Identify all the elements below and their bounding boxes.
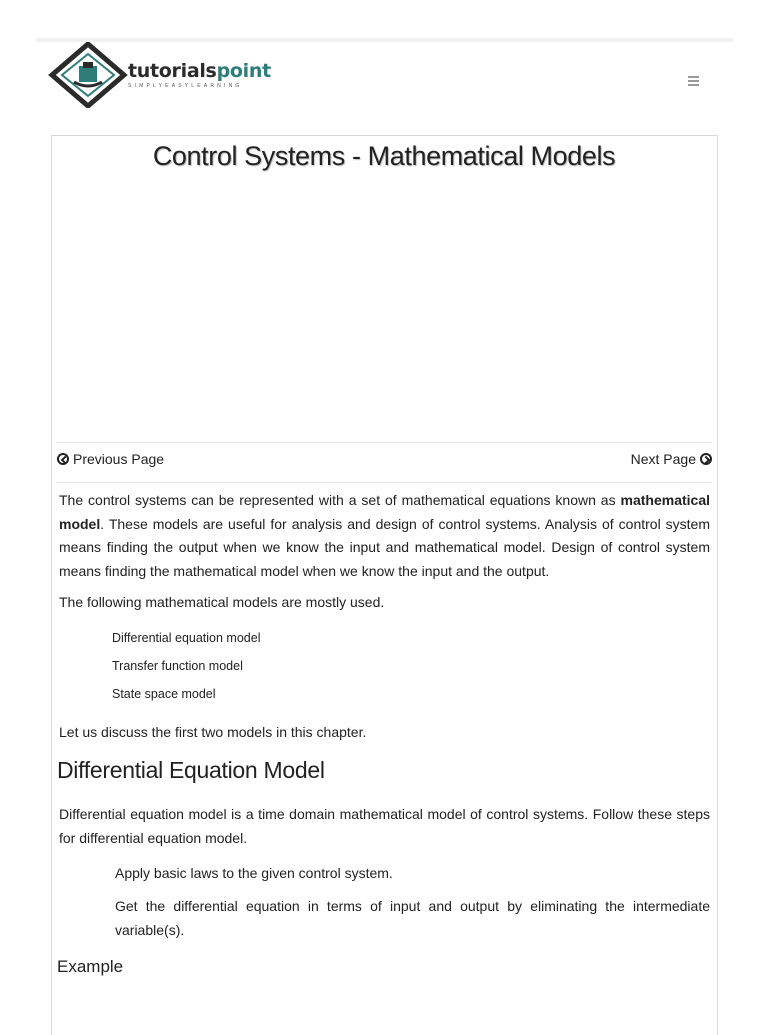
intro-paragraph — [59, 489, 710, 583]
chapter-scope-text: Let us discuss the first two models in this chapter. — [59, 724, 367, 740]
example-heading: Example — [57, 957, 124, 976]
next-page-label: Next Page — [630, 451, 696, 467]
logo-diamond-icon — [48, 42, 128, 108]
previous-page-label: Previous Page — [73, 451, 165, 467]
circle-arrow-left-icon — [57, 453, 69, 465]
differential-description: Differential equation model is a time domain mathematical model of control systems. Follow these steps for differential equation model. — [59, 806, 710, 846]
previous-page-link[interactable] — [57, 451, 164, 467]
logo-wordmark-accent: point — [216, 60, 271, 82]
models-intro-text: The following mathematical models are mostly used. — [59, 594, 385, 610]
next-page-link[interactable] — [631, 451, 712, 467]
list-item: Transfer function model — [112, 659, 243, 673]
circle-arrow-right-icon — [700, 453, 712, 465]
term-mathematical: mathematical — [620, 492, 710, 508]
page-title: Control Systems - Mathematical Models — [152, 141, 616, 171]
site-header — [36, 42, 733, 114]
section-heading-differential: Differential Equation Model — [57, 757, 325, 783]
step-item: Apply basic laws to the given control system. — [115, 865, 393, 881]
list-item: State space model — [112, 687, 216, 701]
hamburger-icon[interactable] — [688, 76, 704, 92]
step-item: Get the differential equation in terms of input and output by eliminating the intermediate variable(s). — [115, 898, 710, 938]
logo-tagline: SIMPLYEASYLEARNING — [128, 83, 243, 89]
list-item: Differential equation model — [112, 631, 261, 645]
logo-wordmark-prefix: tutorials — [128, 60, 217, 82]
site-logo[interactable] — [48, 42, 288, 106]
intro-text-start: The control systems can be represented with a set of mathematical equations known as — [59, 492, 621, 508]
term-model: model — [59, 515, 101, 532]
logo-wordmark — [128, 60, 271, 82]
divider — [56, 442, 712, 443]
divider — [56, 482, 712, 483]
ad-placeholder — [52, 190, 717, 440]
intro-text-end: . These models are useful for analysis and design of control systems. Analysis of control system means finding the output when we know the input and mathematical model. Design of control system means finding the mathematical model when we know the input and the output. — [59, 515, 710, 579]
